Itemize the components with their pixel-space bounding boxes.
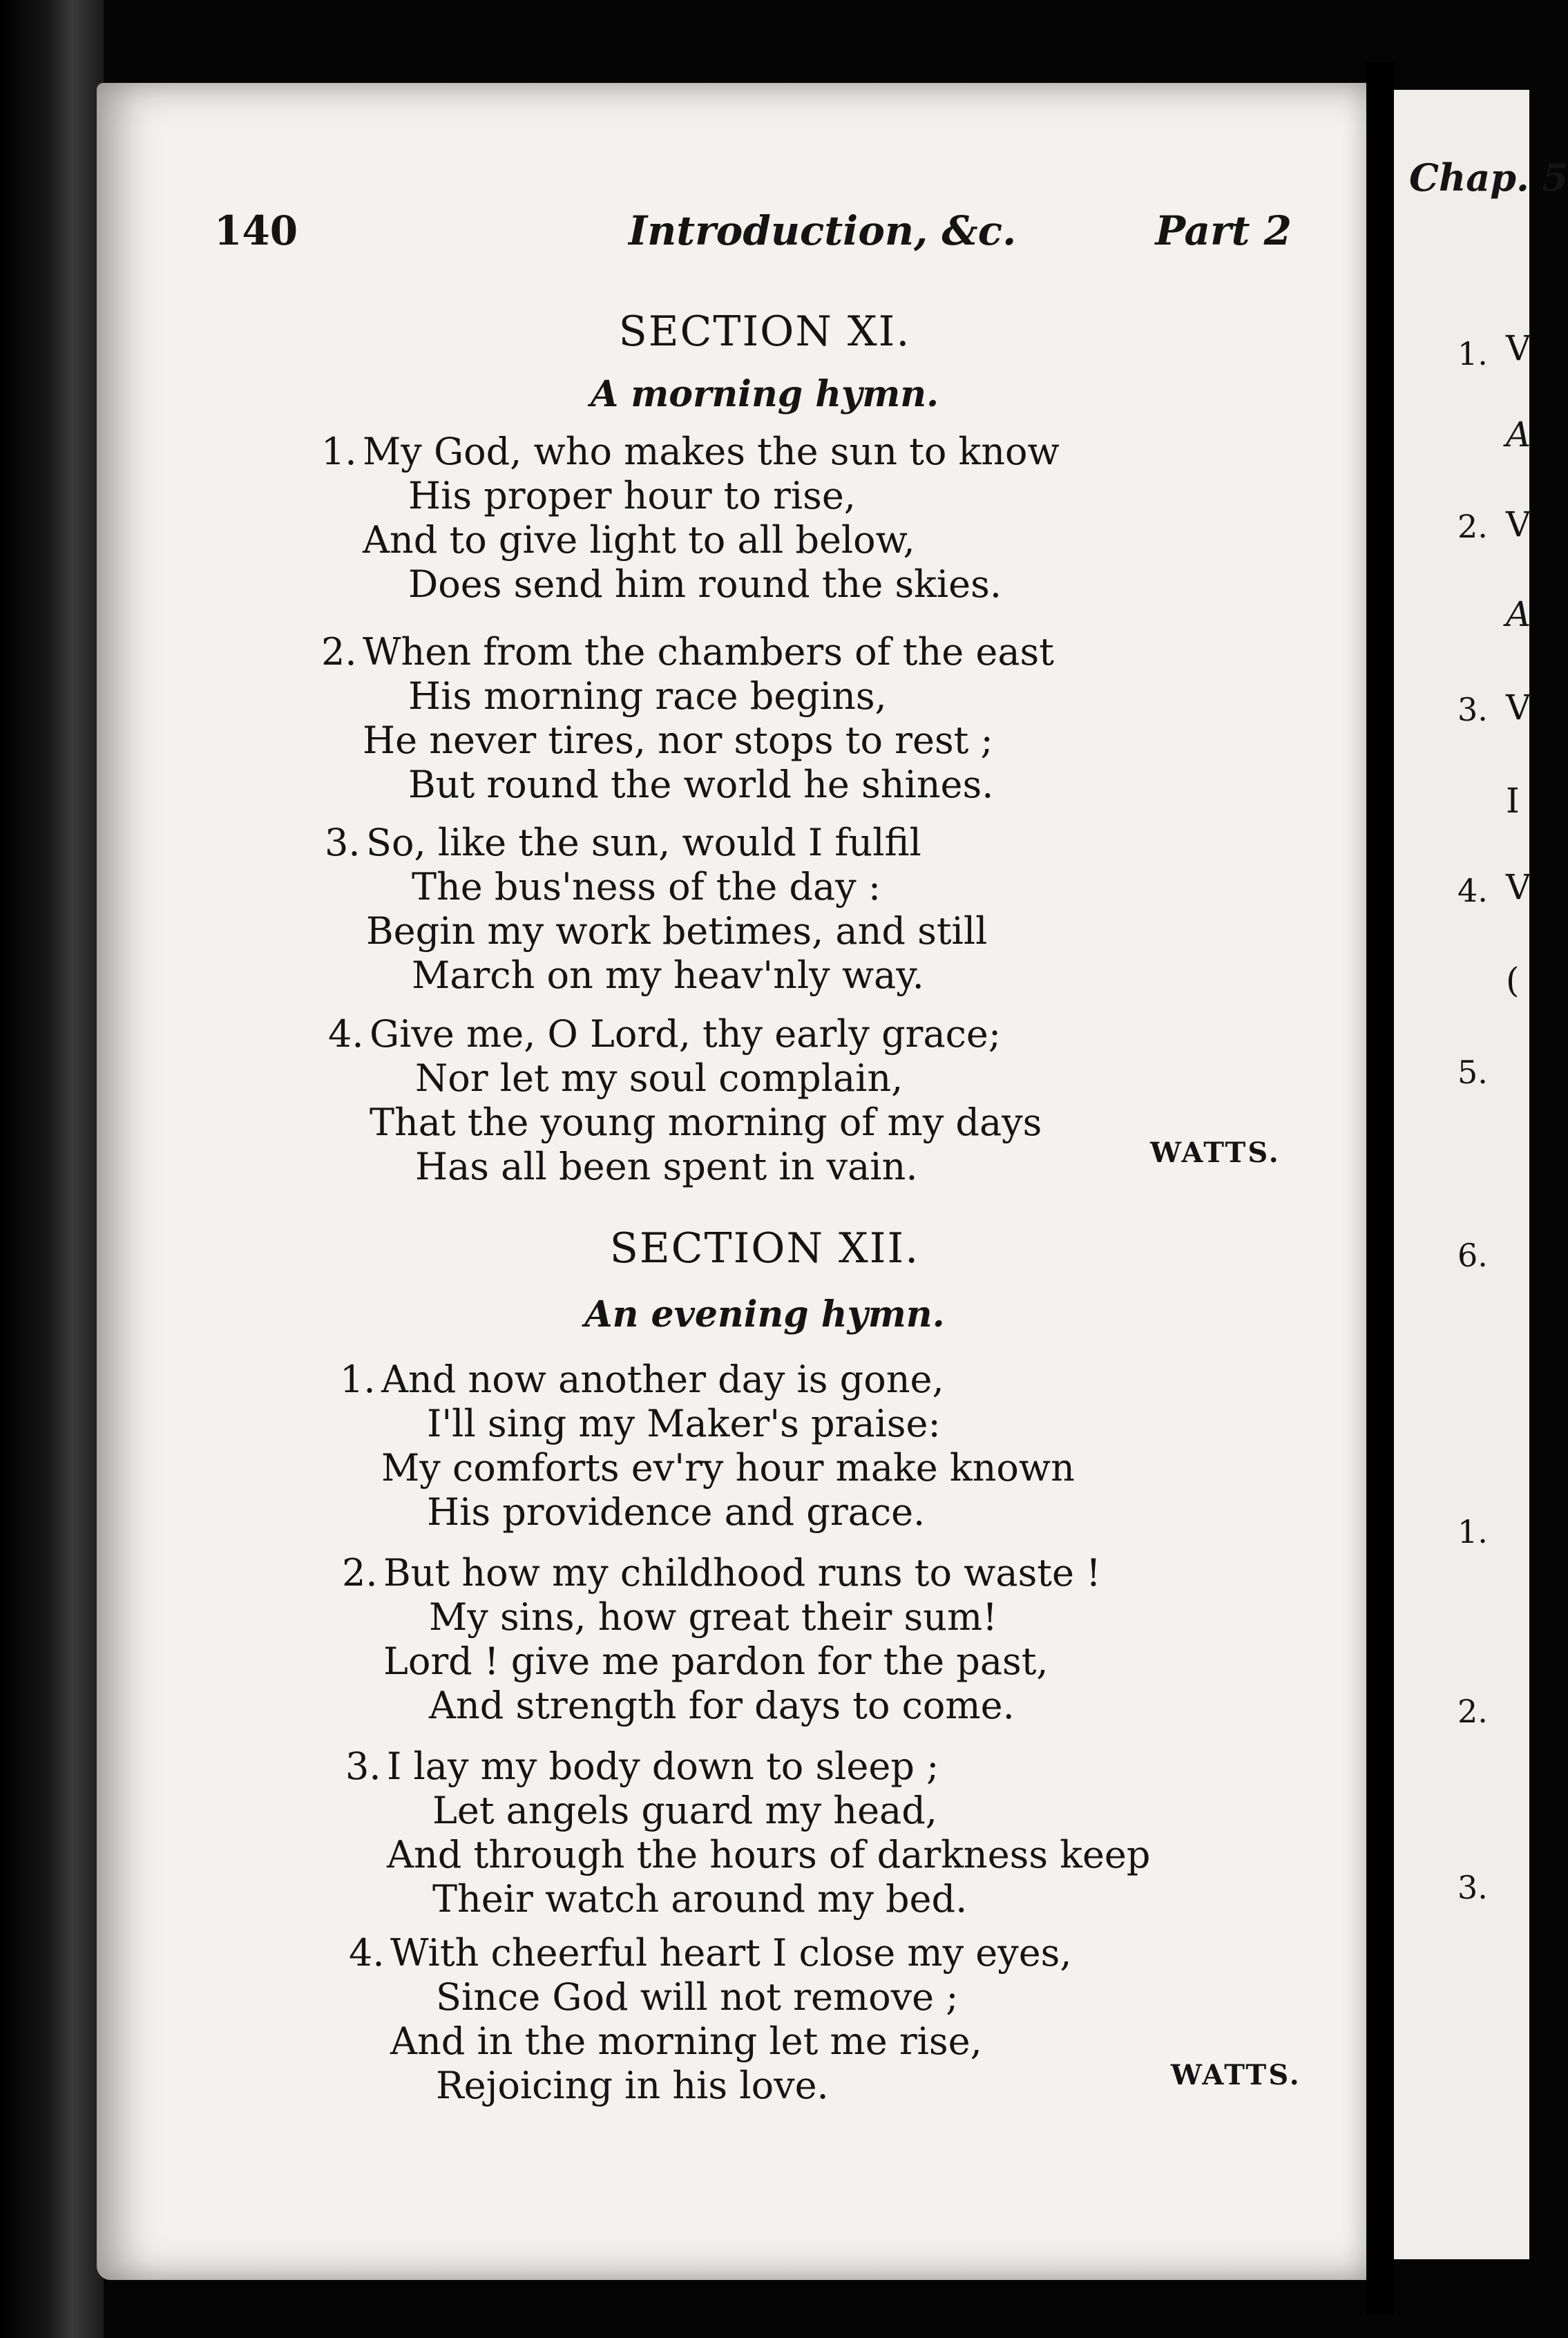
facing-stanza-number: 2.	[1457, 508, 1488, 545]
verse-line: That the young morning of my days	[370, 1101, 1042, 1144]
page-header	[214, 207, 1292, 276]
facing-stanza-number: 2.	[1457, 1693, 1488, 1730]
section-title: SECTION XI.	[618, 307, 911, 356]
verse-line: Nor let my soul complain,	[415, 1056, 903, 1100]
facing-text-fragment: V	[1506, 504, 1531, 544]
facing-stanza-number: 1.	[1457, 335, 1488, 372]
verse-line: March on my heav'nly way.	[412, 953, 924, 997]
stanza	[340, 1358, 1075, 1534]
verse-line: And to give light to all below,	[363, 518, 915, 562]
verse-line: The bus'ness of the day :	[412, 865, 881, 909]
facing-stanza-number: 6.	[1457, 1237, 1488, 1274]
facing-stanza-number: 3.	[1457, 1869, 1488, 1906]
stanza-number: 1.	[321, 430, 357, 473]
section-subtitle: A morning hymn.	[590, 373, 939, 415]
section-subtitle: An evening hymn.	[584, 1293, 945, 1336]
stanza-number: 4.	[349, 1931, 385, 1975]
stanza	[349, 1931, 1072, 2108]
facing-text-fragment: A	[1506, 594, 1531, 634]
verse-line: Begin my work betimes, and still	[366, 909, 988, 953]
stanza-number: 2.	[342, 1551, 378, 1595]
verse-line: Rejoicing in his love.	[436, 2064, 829, 2107]
verse-line: I lay my body down to sleep ;	[387, 1745, 939, 1788]
stanza-number: 3.	[345, 1745, 381, 1788]
author-attribution: WATTS.	[1171, 2059, 1301, 2091]
stanza	[328, 1012, 1042, 1189]
stanza	[321, 430, 1060, 607]
running-title: Introduction, &c.	[629, 207, 1017, 254]
author-attribution: WATTS.	[1150, 1137, 1281, 1169]
facing-text-fragment: V	[1506, 687, 1531, 728]
verse-line: My comforts ev'ry hour make known	[381, 1446, 1075, 1490]
verse-line: His morning race begins,	[408, 674, 887, 718]
verse-line: And strength for days to come.	[429, 1684, 1015, 1727]
stanza	[342, 1551, 1101, 1728]
page-number: 140	[214, 207, 298, 254]
stanza-number: 1.	[340, 1358, 376, 1401]
facing-text-fragment: I	[1506, 781, 1520, 821]
verse-line: And now another day is gone,	[381, 1358, 944, 1401]
facing-text-fragment: A	[1506, 415, 1531, 455]
stanza-number: 3.	[325, 821, 361, 864]
verse-line: And through the hours of darkness keep	[387, 1833, 1151, 1876]
verse-line: So, like the sun, would I fulfil	[366, 821, 921, 864]
facing-stanza-number: 1.	[1457, 1513, 1488, 1550]
verse-line: My God, who makes the sun to know	[363, 430, 1060, 473]
facing-text-fragment: V	[1506, 328, 1531, 368]
verse-line: But round the world he shines.	[408, 763, 994, 806]
verse-line: Give me, O Lord, thy early grace;	[370, 1012, 1002, 1056]
verse-line: And in the morning let me rise,	[390, 2019, 982, 2063]
stanza-number: 4.	[328, 1012, 364, 1056]
stanza	[345, 1745, 1151, 1921]
part-label: Part 2	[1155, 207, 1292, 254]
facing-stanza-number: 4.	[1457, 872, 1488, 909]
verse-line: Their watch around my bed.	[432, 1877, 968, 1921]
verse-line: Does send him round the skies.	[408, 562, 1002, 606]
verse-line: He never tires, nor stops to rest ;	[363, 719, 993, 762]
verse-line: But how my childhood runs to waste !	[383, 1551, 1101, 1595]
verse-line: His providence and grace.	[427, 1490, 926, 1534]
stanza	[325, 821, 988, 998]
facing-text-fragment: V	[1506, 867, 1531, 907]
verse-line: My sins, how great their sum!	[429, 1595, 997, 1639]
verse-line: I'll sing my Maker's praise:	[427, 1402, 941, 1445]
verse-line: His proper hour to rise,	[408, 474, 856, 517]
stanza-number: 2.	[321, 630, 357, 674]
facing-text-fragment: (	[1506, 960, 1520, 1000]
verse-line: Since God will not remove ;	[436, 1975, 959, 2019]
facing-stanza-number: 5.	[1457, 1054, 1488, 1091]
verse-line: When from the chambers of the east	[363, 630, 1054, 674]
verse-line: Let angels guard my head,	[432, 1789, 937, 1832]
stanza	[321, 630, 1054, 807]
verse-line: Has all been spent in vain.	[415, 1145, 918, 1188]
facing-stanza-number: 3.	[1457, 691, 1488, 728]
section-title: SECTION XII.	[609, 1224, 920, 1273]
facing-page-header: Chap. 5	[1409, 155, 1568, 200]
verse-line: With cheerful heart I close my eyes,	[390, 1931, 1072, 1975]
verse-line: Lord ! give me pardon for the past,	[383, 1640, 1049, 1683]
